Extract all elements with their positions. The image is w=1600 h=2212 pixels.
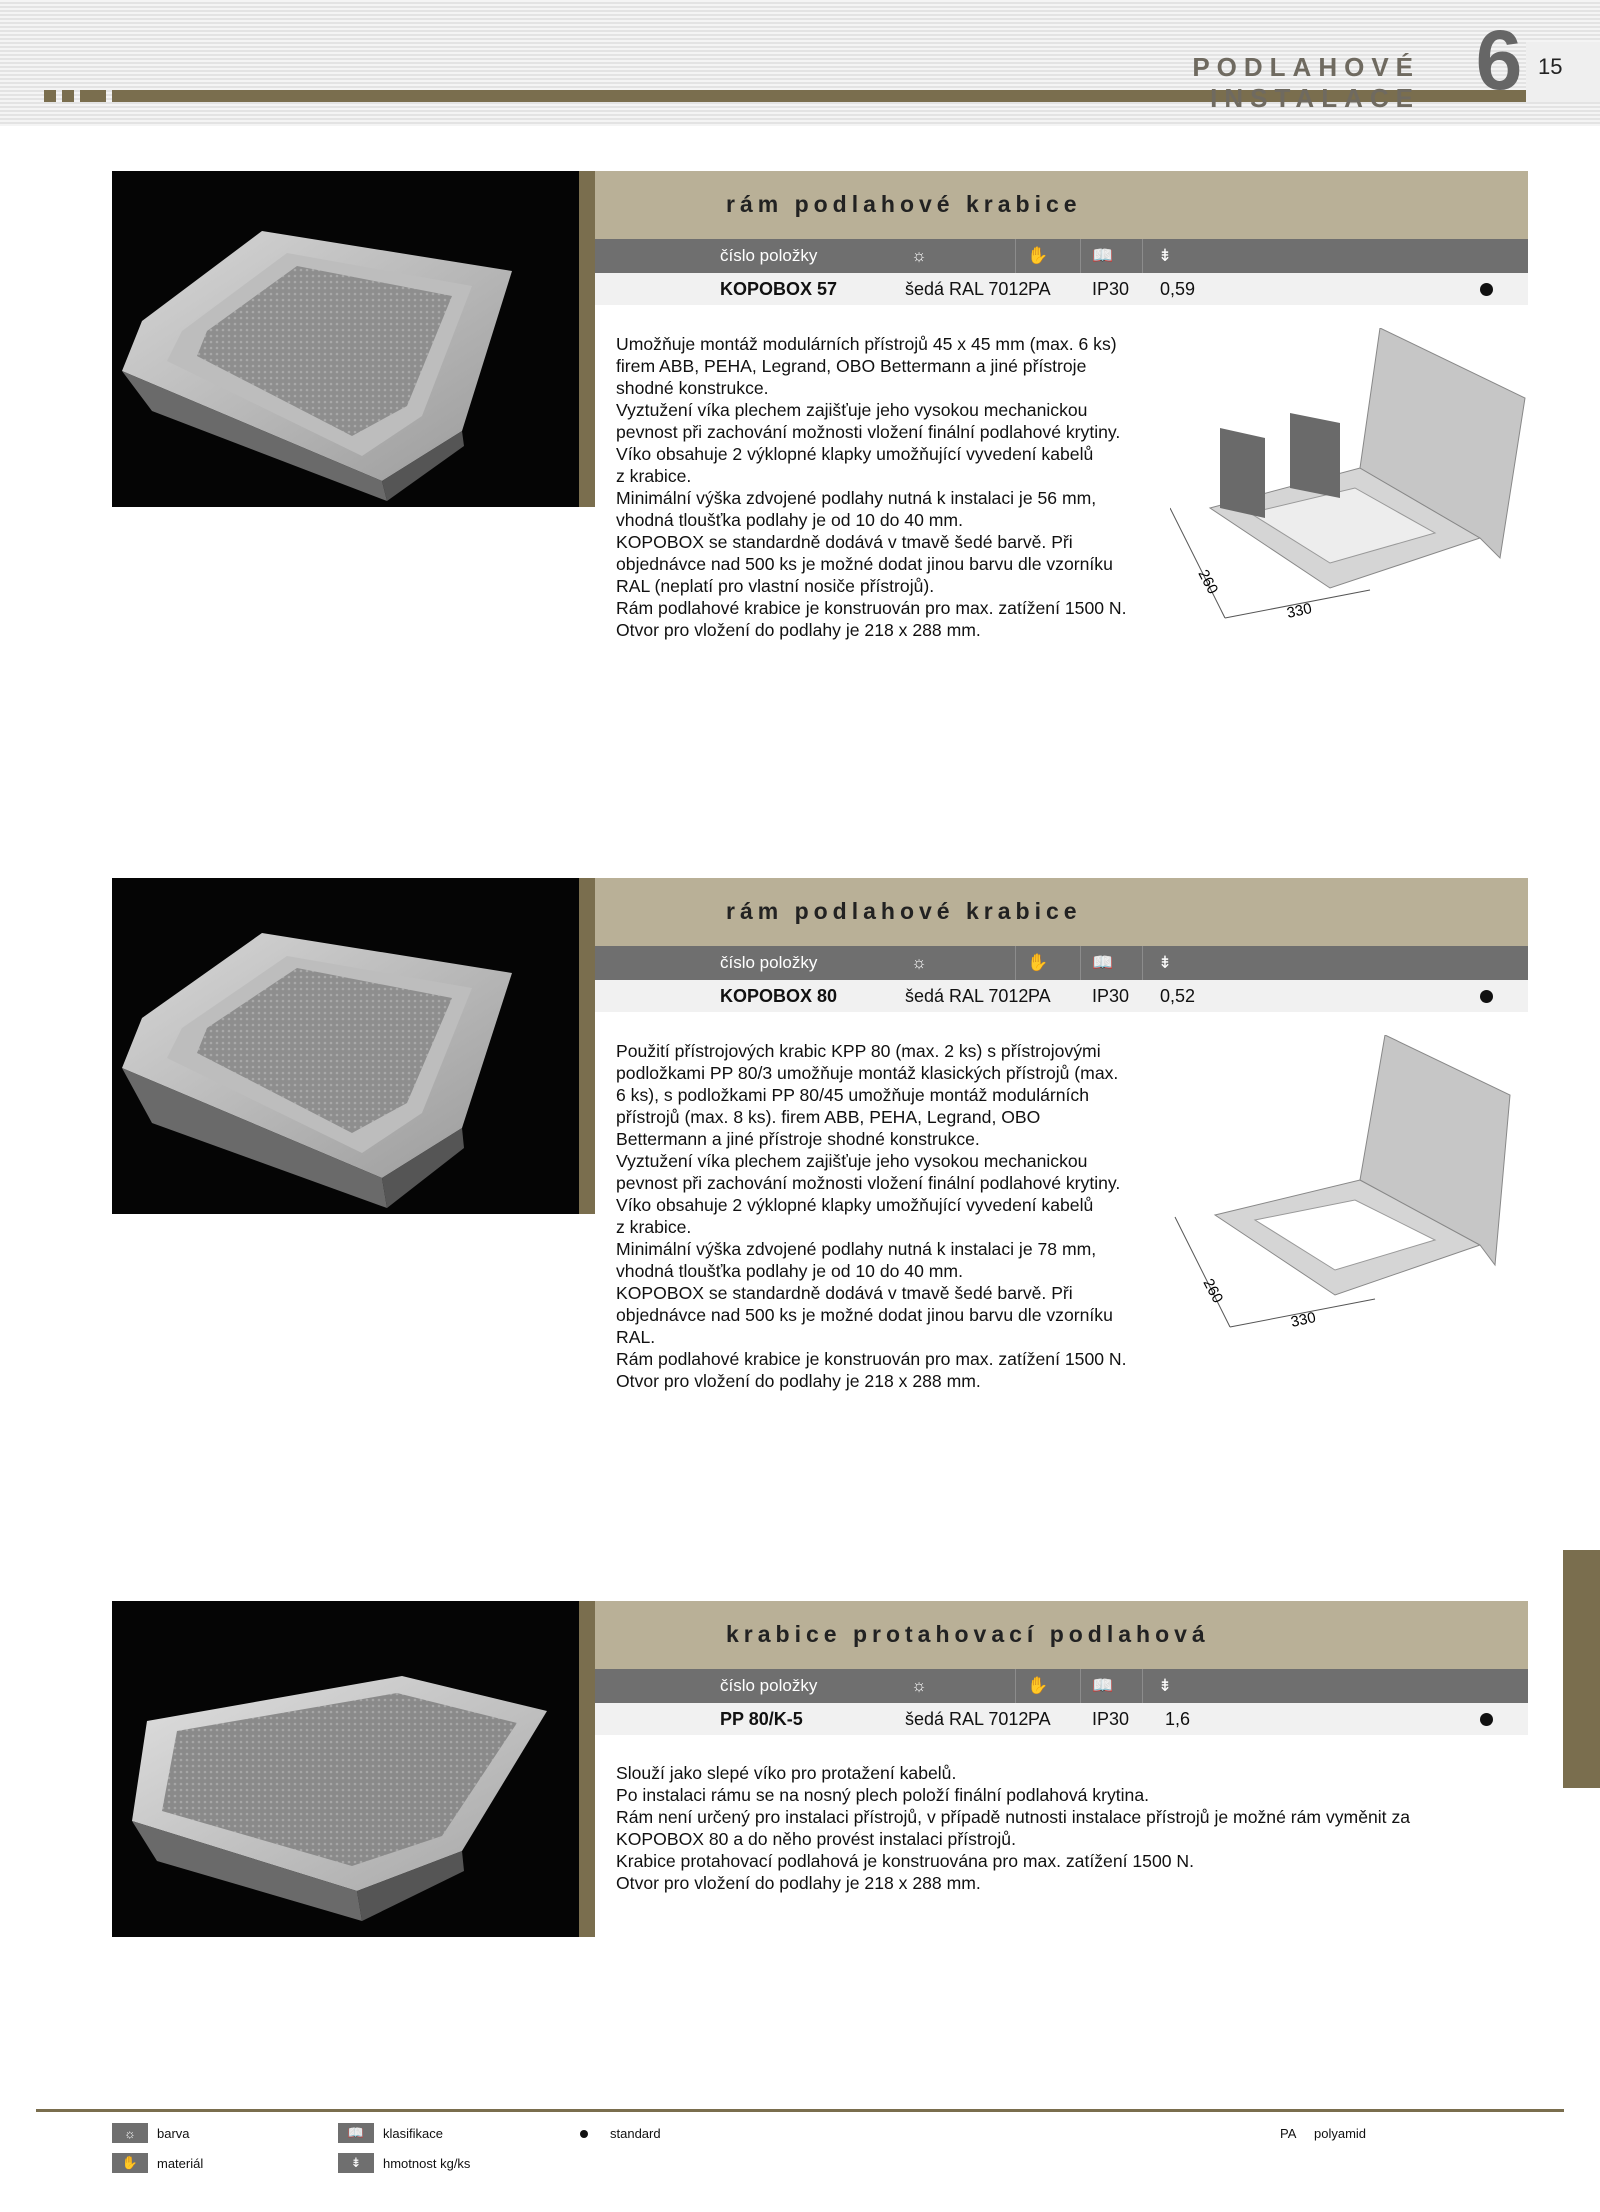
accent-bar [579, 878, 595, 1214]
color-icon: ☼ [911, 246, 927, 265]
standard-bullet [1480, 1713, 1493, 1726]
product-weight: 0,59 [1160, 278, 1196, 299]
legend-weight: hmotnost kg/ks [383, 2156, 471, 2171]
header-square [44, 90, 56, 102]
product-color: šedá RAL 7012 [905, 985, 1029, 1006]
header-square [80, 90, 106, 102]
classification-icon: 📖 [338, 2123, 374, 2143]
classification-icon: 📖 [1080, 946, 1125, 980]
legend-material: materiál [157, 2156, 204, 2171]
title-band [595, 878, 1528, 946]
product-description: Slouží jako slepé víko pro protažení kabelů. Po instalaci rámu se na nosný plech položí finální podlahová krytina. Rám není určený pro instalaci přístrojů, v případě nutnosti instalace přístrojů je možné rám vyměnit za KOPOBOX 80 a do něho provést instalaci přístrojů. Krabice protahovací podlahová je konstruována pro max. zatížení 1500 N. Otvor pro vložení do podlahy je 218 x 288 mm. [616, 1763, 1411, 1893]
item-number-label: číslo položky [720, 953, 818, 972]
item-number-label: číslo položky [720, 1676, 818, 1695]
material-icon: ✋ [1015, 239, 1060, 273]
standard-bullet [1480, 283, 1493, 296]
product-color: šedá RAL 7012 [905, 1708, 1029, 1729]
classification-icon: 📖 [1080, 1669, 1125, 1703]
product-classification: IP30 [1092, 278, 1130, 299]
product-material: PA [1028, 278, 1051, 299]
product-title: krabice protahovací podlahová [726, 1621, 1210, 1647]
product-code: KOPOBOX 80 [720, 985, 838, 1006]
standard-bullet [580, 2130, 588, 2138]
dimension-a: 260 [1199, 1275, 1227, 1306]
table-row [595, 980, 1528, 1012]
product-classification: IP30 [1092, 985, 1130, 1006]
chapter-side-tab [1563, 1550, 1600, 1788]
product-title: rám podlahové krabice [726, 191, 1082, 217]
product-photo [112, 1601, 579, 1937]
color-icon: ☼ [112, 2123, 148, 2143]
product-color: šedá RAL 7012 [905, 278, 1029, 299]
section-title: PODLAHOVÉ INSTALACE [1192, 52, 1420, 113]
legend-standard: standard [610, 2126, 661, 2141]
product-classification: IP30 [1092, 1708, 1130, 1729]
material-icon: ✋ [112, 2153, 148, 2173]
header-square [62, 90, 74, 102]
dimension-b: 330 [1289, 1309, 1318, 1331]
product-description: Použití přístrojových krabic KPP 80 (max. 2 ks) s přístrojovými podložkami PP 80/3 umožňuje montáž klasických přístrojů (max. 6 ks), s podložkami PP 80/45 umožňuje montáž modulárních přístrojů (max. 8 ks). firem ABB, PEHA, Legrand, OBO Bettermann a jiné přístroje shodné konstrukce. Vyztužení víka plechem zajišťuje jeho vysokou mechanickou pevnost při zachování možnosti vložení finální podlahové krytiny. Víko obsahuje 2 výklopné klapky umožňující vyvedení kabelů z krabice. Minimální výška zdvojené podlahy nutná k instalaci je 78 mm, vhodná tloušťka podlahy je od 10 do 40 mm. KOPOBOX se standardně dodává v tmavě šedé barvě. Při objednávce nad 500 ks je možné dodat jinou barvu dle vzorníku RAL. Rám podlahové krabice je konstruován pro max. zatížení 1500 N. Otvor pro vložení do podlahy je 218 x 288 mm. [616, 1041, 1127, 1391]
legend-pa-abbr: PA [1280, 2126, 1297, 2141]
product-weight: 1,6 [1165, 1708, 1191, 1729]
weight-icon: ⇟ [1142, 1669, 1187, 1703]
product-photo [112, 171, 579, 507]
product-description: Umožňuje montáž modulárních přístrojů 45 x 45 mm (max. 6 ks) firem ABB, PEHA, Legrand, OBO Bettermann a jiné přístroje shodné konstrukce. Vyztužení víka plechem zajišťuje jeho vysokou mechanickou pevnost při zachování možnosti vložení finální podlahové krytiny. Víko obsahuje 2 výklopné klapky umožňující vyvedení kabelů z krabice. Minimální výška zdvojené podlahy nutná k instalaci je 56 mm, vhodná tloušťka podlahy je od 10 do 40 mm. KOPOBOX se standardně dodává v tmavě šedé barvě. Při objednávce nad 500 ks je možné dodat jinou barvu dle vzorníku RAL (neplatí pro vlastní nosiče přístrojů). Rám podlahové krabice je konstruován pro max. zatížení 1500 N. Otvor pro vložení do podlahy je 218 x 288 mm. [616, 334, 1127, 640]
page-number-box [1526, 42, 1600, 102]
color-icon: ☼ [911, 953, 927, 972]
footer-line [36, 2109, 1564, 2112]
item-number-label: číslo položky [720, 246, 818, 265]
table-header [595, 239, 1528, 273]
material-icon: ✋ [1015, 946, 1060, 980]
material-icon: ✋ [1015, 1669, 1060, 1703]
weight-icon: ⇟ [1142, 946, 1187, 980]
legend-color: barva [157, 2126, 190, 2141]
legend-pa-text: polyamid [1314, 2126, 1367, 2141]
page-number: 15 [1538, 54, 1563, 79]
accent-bar [579, 1601, 595, 1937]
table-row [595, 273, 1528, 305]
weight-icon: ⇟ [1142, 239, 1187, 273]
technical-drawing [1170, 1035, 1530, 1355]
weight-icon: ⇟ [338, 2153, 374, 2173]
dimension-b: 330 [1285, 600, 1314, 622]
product-code: KOPOBOX 57 [720, 278, 838, 299]
product-code: PP 80/K-5 [720, 1708, 803, 1729]
classification-icon: 📖 [1080, 239, 1125, 273]
product-photo [112, 878, 579, 1214]
chapter-number: 6 [1475, 13, 1523, 107]
title-band [595, 1601, 1528, 1669]
accent-bar [579, 171, 595, 507]
product-weight: 0,52 [1160, 985, 1196, 1006]
product-material: PA [1028, 985, 1051, 1006]
standard-bullet [1480, 990, 1493, 1003]
technical-drawing [1170, 328, 1530, 648]
table-header [595, 946, 1528, 980]
color-icon: ☼ [911, 1676, 927, 1695]
title-band [595, 171, 1528, 239]
dimension-a: 260 [1194, 566, 1222, 597]
product-material: PA [1028, 1708, 1051, 1729]
table-header [595, 1669, 1528, 1703]
legend-classification: klasifikace [383, 2126, 443, 2141]
table-row [595, 1703, 1528, 1735]
product-title: rám podlahové krabice [726, 898, 1082, 924]
